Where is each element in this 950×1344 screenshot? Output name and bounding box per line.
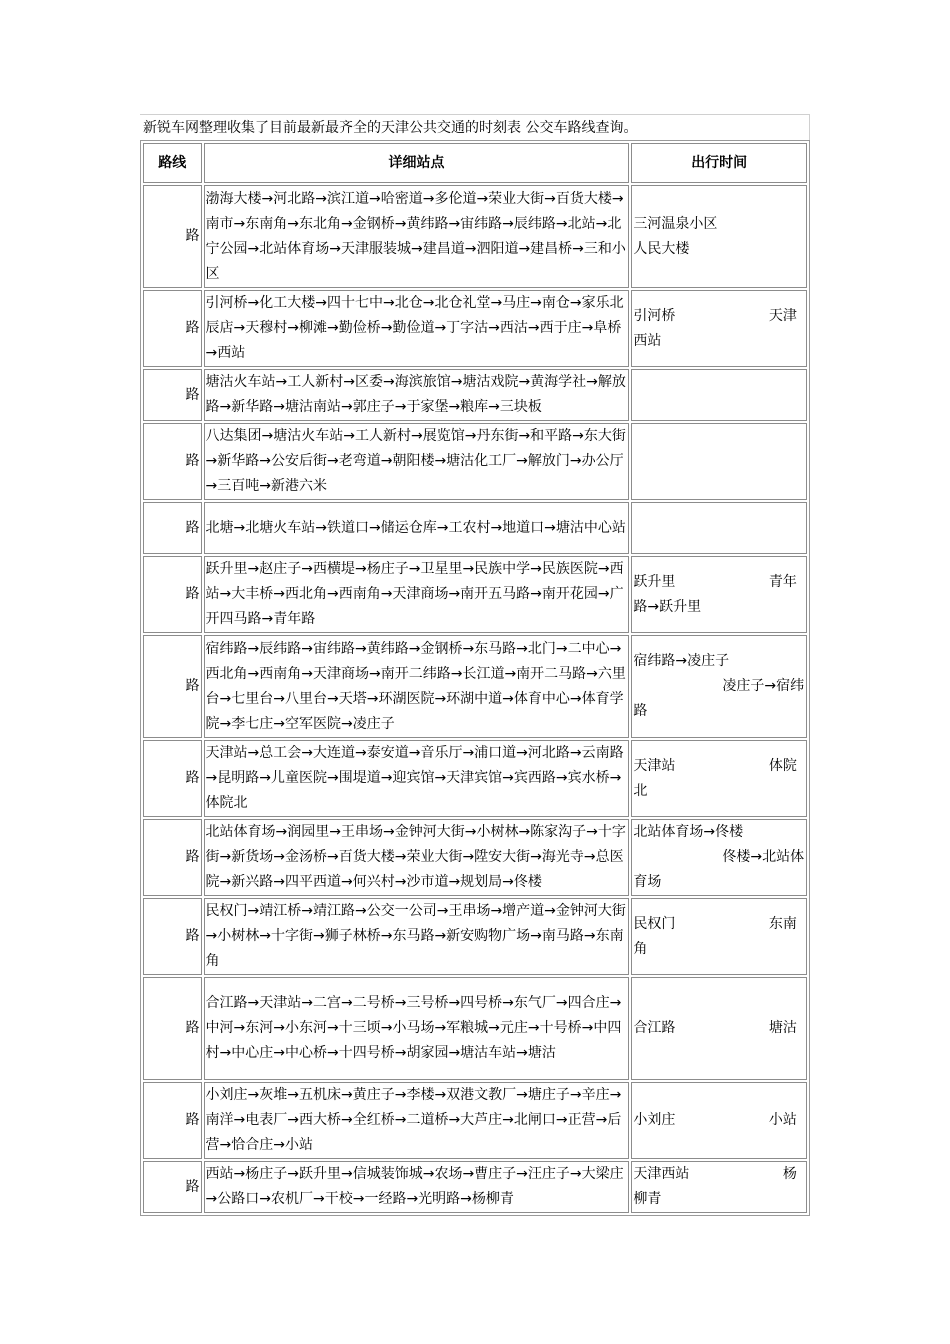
table-row [143,898,807,975]
route-cell: 路 [143,740,202,817]
route-cell: 路 [143,898,202,975]
table-row [143,740,807,817]
stops-cell: 西站→杨庄子→跃升里→信城装饰城→农场→曹庄子→汪庄子→大梁庄→公路口→农机厂→干校→一经路→光明路→杨柳青 [204,1161,630,1213]
stops-cell: 引河桥→化工大楼→四十七中→北仓→北仓礼堂→马庄→南仓→家乐北辰店→天穆村→柳滩→勤俭桥→勤俭道→丁字沽→西沽→西于庄→阜桥→西站 [204,290,630,367]
time-cell [631,423,807,500]
stops-cell: 合江路→天津站→二宫→二号桥→三号桥→四号桥→东气厂→四合庄→中河→东河→小东河→十三顷→小马场→军粮城→元庄→十号桥→中四村→中心庄→中心桥→十四号桥→胡家园→塘沽车站→塘沽 [204,977,630,1080]
time-cell: 民权门 东南角 [631,898,807,975]
table-row [143,423,807,500]
header-row [143,143,807,183]
stops-cell: 八达集团→塘沽火车站→工人新村→展览馆→丹东街→和平路→东大街→新华路→公安后街→老弯道→朝阳楼→塘沽化工厂→解放门→办公厅→三百吨→新港六米 [204,423,630,500]
stops-cell: 北站体育场→润园里→王串场→金钟河大街→小树林→陈家沟子→十字街→新货场→金汤桥→百货大楼→荣业大街→陞安大街→海光寺→总医院→新兴路→四平西道→何兴村→沙市道→规划局→佟楼 [204,819,630,896]
time-cell: 跃升里 青年路→跃升里 [631,556,807,633]
table-row [143,502,807,554]
route-cell: 路 [143,977,202,1080]
table-row [143,1082,807,1159]
time-cell: 引河桥 天津西站 [631,290,807,367]
time-cell: 北站体育场→佟楼 佟楼→北站体育场 [631,819,807,896]
route-cell: 路 [143,635,202,738]
route-cell: 路 [143,423,202,500]
header-time: 出行时间 [631,143,807,183]
table-row [143,819,807,896]
header-stops: 详细站点 [204,143,630,183]
table-row [143,369,807,421]
route-cell: 路 [143,1161,202,1213]
header-route: 路线 [143,143,202,183]
document [140,114,810,1216]
stops-cell: 小刘庄→灰堆→五机床→黄庄子→李楼→双港文教厂→塘庄子→辛庄→南洋→电表厂→西大桥→全红桥→二道桥→大芦庄→北闸口→正营→后营→恰合庄→小站 [204,1082,630,1159]
table-row [143,556,807,633]
time-cell: 天津西站 杨柳青 [631,1161,807,1213]
stops-cell: 跃升里→赵庄子→西横堤→杨庄子→卫星里→民族中学→民族医院→西站→大丰桥→西北角→西南角→天津商场→南开五马路→南开花园→广开四马路→青年路 [204,556,630,633]
route-table-body [143,185,807,1213]
table-row [143,185,807,288]
time-cell: 宿纬路→凌庄子 凌庄子→宿纬路 [631,635,807,738]
time-cell: 天津站 体院北 [631,740,807,817]
time-cell: 小刘庄 小站 [631,1082,807,1159]
stops-cell: 民权门→靖江桥→靖江路→公交一公司→王串场→增产道→金钟河大街→小树林→十字街→狮子林桥→东马路→新安购物广场→南马路→东南角 [204,898,630,975]
route-table [140,140,810,1216]
table-row [143,635,807,738]
route-cell: 路 [143,819,202,896]
route-cell: 路 [143,1082,202,1159]
route-cell: 路 [143,502,202,554]
time-cell [631,369,807,421]
table-row [143,1161,807,1213]
time-cell: 合江路 塘沽 [631,977,807,1080]
route-cell: 路 [143,369,202,421]
stops-cell: 天津站→总工会→大连道→泰安道→音乐厅→浦口道→河北路→云南路→昆明路→儿童医院→围堤道→迎宾馆→天津宾馆→宾西路→宾水桥→体院北 [204,740,630,817]
time-cell [631,502,807,554]
stops-cell: 北塘→北塘火车站→铁道口→储运仓库→工农村→地道口→塘沽中心站 [204,502,630,554]
stops-cell: 宿纬路→辰纬路→宙纬路→黄纬路→金钢桥→东马路→北门→二中心→西北角→西南角→天津商场→南开二纬路→长江道→南开二马路→六里台→七里台→八里台→天塔→环湖医院→环湖中道→体育中心→体育学院→李七庄→空军医院→凌庄子 [204,635,630,738]
route-cell: 路 [143,290,202,367]
route-cell: 路 [143,185,202,288]
stops-cell: 渤海大楼→河北路→滨江道→哈密道→多伦道→荣业大街→百货大楼→南市→东南角→东北角→金钢桥→黄纬路→宙纬路→辰纬路→北站→北宁公园→北站体育场→天津服装城→建昌道→泗阳道→建昌桥→三和小区 [204,185,630,288]
route-cell: 路 [143,556,202,633]
table-row [143,290,807,367]
time-cell: 三河温泉小区 人民大楼 [631,185,807,288]
table-row [143,977,807,1080]
stops-cell: 塘沽火车站→工人新村→区委→海滨旅馆→塘沽戏院→黄海学社→解放路→新华路→塘沽南站→郭庄子→于家堡→粮库→三块板 [204,369,630,421]
intro-text: 新锐车网整理收集了目前最新最齐全的天津公共交通的时刻表 公交车路线查询。 [140,114,810,140]
